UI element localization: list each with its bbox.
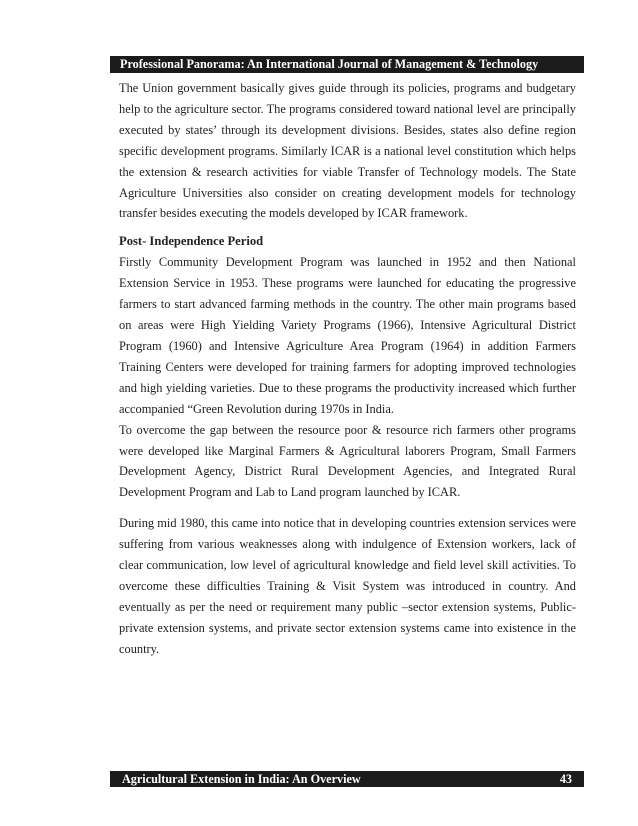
section-heading: Post- Independence Period: [119, 234, 264, 249]
article-body: [119, 78, 576, 660]
footer-bar: [110, 771, 584, 787]
page-number: 43: [559, 772, 572, 786]
paragraph-union-government: The Union government basically gives guide through its policies, programs and budgetary help to the agriculture sector. The programs considered toward national level are principally executed by states’ through its development divisions. Besides, states also define region specific development programs. Similarly ICAR is a national level constitution which helps the extension & research activities for viable Transfer of Technology models. The State Agriculture Universities also consider on creating development models for technology transfer besides executing the models developed by ICAR framework.: [119, 81, 576, 221]
paragraph-community-development: Firstly Community Development Program was launched in 1952 and then National Extension Service in 1953. These programs were launched for educating the progressive farmers to start advanced farming methods in the country. The other main programs based on areas were High Yielding Variety Programs (1966), Intensive Agricultural District Program (1960) and Intensive Agriculture Area Program (1964) in addition Farmers Training Centers were developed for training farmers for adopting improved technologies and high yielding varieties. Due to these programs the productivity increased which further accompanied “Green Revolution during 1970s in India.: [119, 255, 576, 416]
paragraph-mid-1980: During mid 1980, this came into notice that in developing countries extension services were suffering from various weaknesses along with indulgence of Extension workers, lack of clear communication, low level of agricultural knowledge and field level skill activities. To overcome these difficulties Training & Visit System was introduced in country. And eventually as per the need or requirement many public –sector extension systems, Public-private extension systems, and private sector extension systems came into existence in the country.: [119, 516, 576, 656]
article-title: Agricultural Extension in India: An Overview: [122, 772, 361, 786]
journal-title: Professional Panorama: An International Journal of Management & Technology: [120, 57, 539, 71]
journal-header-bar: [110, 56, 584, 73]
paragraph-overcome-gap: To overcome the gap between the resource poor & resource rich farmers other programs were developed like Marginal Farmers & Agricultural laborers Program, Small Farmers Development Agency, District Rural Development Agencies, and Integrated Rural Development Program and Lab to Land program launched by ICAR.: [119, 422, 576, 500]
